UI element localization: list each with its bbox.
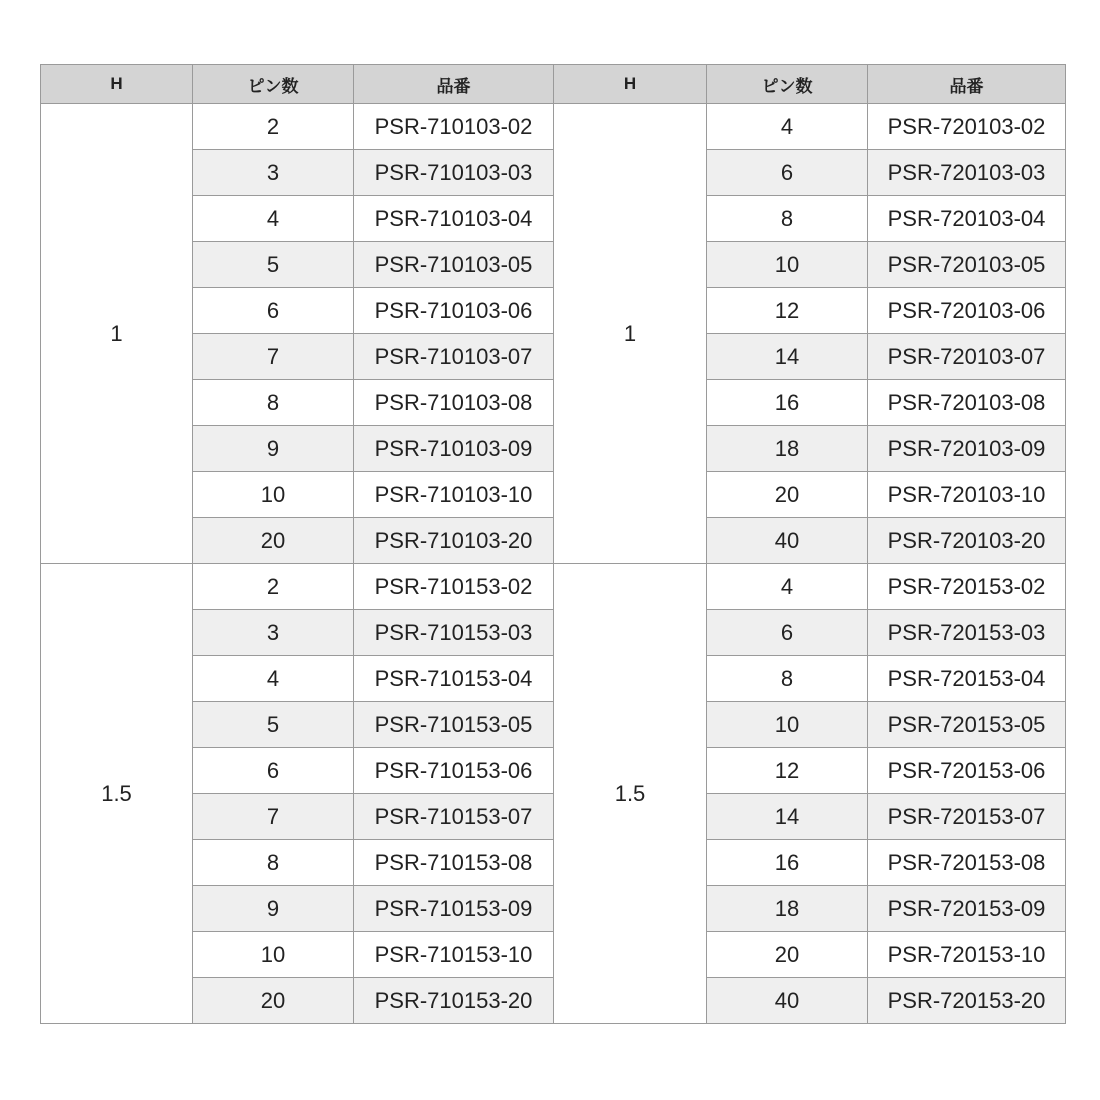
part-left-cell: PSR-710153-10 xyxy=(354,932,554,978)
table-row xyxy=(41,610,1066,656)
pins-right-cell: 16 xyxy=(707,380,868,426)
part-right-cell: PSR-720103-07 xyxy=(868,334,1066,380)
table-row xyxy=(41,840,1066,886)
pins-left-cell: 7 xyxy=(193,334,354,380)
pins-left-cell: 8 xyxy=(193,840,354,886)
pins-right-cell: 12 xyxy=(707,288,868,334)
pins-left-cell: 6 xyxy=(193,748,354,794)
table-row xyxy=(41,472,1066,518)
table-row xyxy=(41,656,1066,702)
table-row xyxy=(41,150,1066,196)
pins-right-cell: 4 xyxy=(707,564,868,610)
part-left-cell: PSR-710153-05 xyxy=(354,702,554,748)
part-right-cell: PSR-720153-10 xyxy=(868,932,1066,978)
h-right-cell: 1.5 xyxy=(554,564,707,1024)
table-row xyxy=(41,288,1066,334)
pins-right-cell: 20 xyxy=(707,472,868,518)
header-pins-left: ピン数 xyxy=(193,65,354,104)
pins-right-cell: 14 xyxy=(707,794,868,840)
table-row xyxy=(41,104,1066,150)
parts-table xyxy=(40,64,1066,1024)
pins-left-cell: 10 xyxy=(193,932,354,978)
pins-right-cell: 40 xyxy=(707,518,868,564)
pins-right-cell: 12 xyxy=(707,748,868,794)
pins-right-cell: 6 xyxy=(707,150,868,196)
pins-left-cell: 7 xyxy=(193,794,354,840)
header-part-left: 品番 xyxy=(354,65,554,104)
pins-left-cell: 20 xyxy=(193,518,354,564)
part-right-cell: PSR-720153-03 xyxy=(868,610,1066,656)
pins-left-cell: 3 xyxy=(193,610,354,656)
pins-right-cell: 8 xyxy=(707,656,868,702)
pins-left-cell: 6 xyxy=(193,288,354,334)
part-right-cell: PSR-720103-08 xyxy=(868,380,1066,426)
pins-left-cell: 5 xyxy=(193,242,354,288)
part-right-cell: PSR-720153-20 xyxy=(868,978,1066,1024)
table-row xyxy=(41,426,1066,472)
part-left-cell: PSR-710153-03 xyxy=(354,610,554,656)
part-left-cell: PSR-710103-10 xyxy=(354,472,554,518)
table-row xyxy=(41,978,1066,1024)
part-right-cell: PSR-720153-06 xyxy=(868,748,1066,794)
h-left-cell: 1.5 xyxy=(41,564,193,1024)
pins-left-cell: 5 xyxy=(193,702,354,748)
table-row xyxy=(41,196,1066,242)
pins-left-cell: 3 xyxy=(193,150,354,196)
part-right-cell: PSR-720153-05 xyxy=(868,702,1066,748)
table-row xyxy=(41,242,1066,288)
header-h-right: H xyxy=(554,65,707,104)
table-row xyxy=(41,794,1066,840)
pins-right-cell: 20 xyxy=(707,932,868,978)
h-right-cell: 1 xyxy=(554,104,707,564)
part-right-cell: PSR-720103-03 xyxy=(868,150,1066,196)
part-right-cell: PSR-720153-02 xyxy=(868,564,1066,610)
pins-right-cell: 8 xyxy=(707,196,868,242)
part-left-cell: PSR-710103-05 xyxy=(354,242,554,288)
part-left-cell: PSR-710103-07 xyxy=(354,334,554,380)
part-left-cell: PSR-710103-20 xyxy=(354,518,554,564)
pins-right-cell: 10 xyxy=(707,702,868,748)
pins-right-cell: 18 xyxy=(707,426,868,472)
part-right-cell: PSR-720153-08 xyxy=(868,840,1066,886)
part-right-cell: PSR-720103-09 xyxy=(868,426,1066,472)
part-left-cell: PSR-710153-08 xyxy=(354,840,554,886)
part-left-cell: PSR-710153-06 xyxy=(354,748,554,794)
table-row xyxy=(41,702,1066,748)
part-right-cell: PSR-720103-04 xyxy=(868,196,1066,242)
pins-left-cell: 9 xyxy=(193,426,354,472)
table-body xyxy=(41,104,1066,1024)
pins-right-cell: 40 xyxy=(707,978,868,1024)
header-row xyxy=(41,65,1066,104)
table-row xyxy=(41,932,1066,978)
part-left-cell: PSR-710153-07 xyxy=(354,794,554,840)
pins-right-cell: 4 xyxy=(707,104,868,150)
part-right-cell: PSR-720103-06 xyxy=(868,288,1066,334)
header-pins-right: ピン数 xyxy=(707,65,868,104)
header-part-right: 品番 xyxy=(868,65,1066,104)
pins-left-cell: 4 xyxy=(193,196,354,242)
table-row xyxy=(41,564,1066,610)
pins-right-cell: 16 xyxy=(707,840,868,886)
pins-right-cell: 6 xyxy=(707,610,868,656)
pins-left-cell: 10 xyxy=(193,472,354,518)
table-row xyxy=(41,334,1066,380)
pins-left-cell: 9 xyxy=(193,886,354,932)
pins-left-cell: 2 xyxy=(193,104,354,150)
part-left-cell: PSR-710153-09 xyxy=(354,886,554,932)
table-row xyxy=(41,380,1066,426)
part-left-cell: PSR-710103-03 xyxy=(354,150,554,196)
table-row xyxy=(41,518,1066,564)
part-left-cell: PSR-710153-02 xyxy=(354,564,554,610)
table-header xyxy=(41,65,1066,104)
table-row xyxy=(41,748,1066,794)
part-right-cell: PSR-720103-20 xyxy=(868,518,1066,564)
part-right-cell: PSR-720103-05 xyxy=(868,242,1066,288)
part-left-cell: PSR-710153-04 xyxy=(354,656,554,702)
part-right-cell: PSR-720153-04 xyxy=(868,656,1066,702)
pins-left-cell: 2 xyxy=(193,564,354,610)
pins-left-cell: 8 xyxy=(193,380,354,426)
h-left-cell: 1 xyxy=(41,104,193,564)
part-right-cell: PSR-720153-07 xyxy=(868,794,1066,840)
part-left-cell: PSR-710103-08 xyxy=(354,380,554,426)
part-left-cell: PSR-710103-06 xyxy=(354,288,554,334)
pins-right-cell: 18 xyxy=(707,886,868,932)
part-left-cell: PSR-710103-09 xyxy=(354,426,554,472)
part-left-cell: PSR-710103-02 xyxy=(354,104,554,150)
part-right-cell: PSR-720103-10 xyxy=(868,472,1066,518)
part-left-cell: PSR-710103-04 xyxy=(354,196,554,242)
pins-right-cell: 14 xyxy=(707,334,868,380)
pins-left-cell: 4 xyxy=(193,656,354,702)
table-row xyxy=(41,886,1066,932)
part-right-cell: PSR-720103-02 xyxy=(868,104,1066,150)
part-left-cell: PSR-710153-20 xyxy=(354,978,554,1024)
header-h-left: H xyxy=(41,65,193,104)
part-right-cell: PSR-720153-09 xyxy=(868,886,1066,932)
pins-right-cell: 10 xyxy=(707,242,868,288)
pins-left-cell: 20 xyxy=(193,978,354,1024)
